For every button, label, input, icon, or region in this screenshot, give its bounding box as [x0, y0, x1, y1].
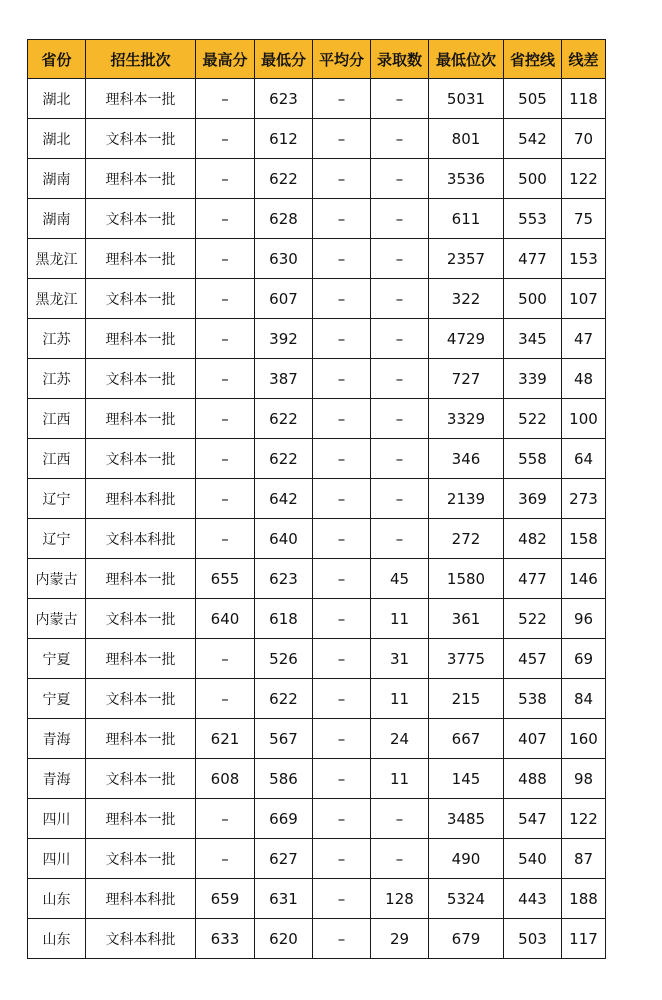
header-batch: 招生批次: [86, 40, 196, 79]
cell-line-diff: 69: [562, 639, 606, 679]
cell-avg-score: –: [313, 359, 371, 399]
cell-admitted-count: 11: [371, 599, 429, 639]
cell-batch: 文科本一批: [86, 439, 196, 479]
cell-control-line: 558: [504, 439, 562, 479]
cell-admitted-count: 31: [371, 639, 429, 679]
cell-province: 黑龙江: [28, 279, 86, 319]
cell-min-rank: 801: [429, 119, 504, 159]
table-body: [28, 79, 606, 959]
cell-min-rank: 5324: [429, 879, 504, 919]
cell-min-rank: 1580: [429, 559, 504, 599]
header-min-score: 最低分: [255, 40, 313, 79]
cell-min-rank: 272: [429, 519, 504, 559]
table-row: [28, 159, 606, 199]
cell-line-diff: 146: [562, 559, 606, 599]
cell-avg-score: –: [313, 319, 371, 359]
cell-avg-score: –: [313, 919, 371, 959]
cell-batch: 理科本一批: [86, 319, 196, 359]
cell-admitted-count: –: [371, 359, 429, 399]
cell-control-line: 407: [504, 719, 562, 759]
cell-admitted-count: –: [371, 839, 429, 879]
cell-min-score: 642: [255, 479, 313, 519]
header-control-line: 省控线: [504, 40, 562, 79]
table-row: [28, 359, 606, 399]
cell-max-score: –: [196, 679, 255, 719]
cell-batch: 理科本一批: [86, 159, 196, 199]
table-row: [28, 519, 606, 559]
cell-line-diff: 107: [562, 279, 606, 319]
cell-admitted-count: 11: [371, 679, 429, 719]
cell-control-line: 457: [504, 639, 562, 679]
cell-min-rank: 727: [429, 359, 504, 399]
cell-min-rank: 3485: [429, 799, 504, 839]
cell-batch: 文科本一批: [86, 679, 196, 719]
cell-batch: 理科本一批: [86, 559, 196, 599]
cell-min-rank: 322: [429, 279, 504, 319]
table-row: [28, 119, 606, 159]
cell-control-line: 500: [504, 159, 562, 199]
cell-province: 江西: [28, 439, 86, 479]
cell-batch: 理科本科批: [86, 879, 196, 919]
cell-province: 江西: [28, 399, 86, 439]
cell-avg-score: –: [313, 799, 371, 839]
cell-batch: 理科本一批: [86, 639, 196, 679]
cell-avg-score: –: [313, 279, 371, 319]
cell-min-score: 628: [255, 199, 313, 239]
cell-control-line: 542: [504, 119, 562, 159]
cell-line-diff: 158: [562, 519, 606, 559]
cell-min-score: 640: [255, 519, 313, 559]
cell-line-diff: 122: [562, 159, 606, 199]
cell-max-score: –: [196, 399, 255, 439]
cell-avg-score: –: [313, 839, 371, 879]
cell-batch: 文科本一批: [86, 759, 196, 799]
cell-batch: 文科本一批: [86, 279, 196, 319]
cell-min-score: 567: [255, 719, 313, 759]
cell-control-line: 540: [504, 839, 562, 879]
cell-batch: 理科本一批: [86, 799, 196, 839]
cell-province: 山东: [28, 879, 86, 919]
cell-admitted-count: –: [371, 799, 429, 839]
cell-min-rank: 3775: [429, 639, 504, 679]
cell-control-line: 503: [504, 919, 562, 959]
cell-batch: 文科本一批: [86, 199, 196, 239]
table-row: [28, 559, 606, 599]
table-row: [28, 759, 606, 799]
cell-avg-score: –: [313, 559, 371, 599]
table-row: [28, 839, 606, 879]
cell-batch: 文科本一批: [86, 359, 196, 399]
cell-line-diff: 117: [562, 919, 606, 959]
cell-admitted-count: 45: [371, 559, 429, 599]
cell-min-score: 612: [255, 119, 313, 159]
cell-province: 湖北: [28, 119, 86, 159]
cell-admitted-count: 29: [371, 919, 429, 959]
cell-admitted-count: 24: [371, 719, 429, 759]
cell-control-line: 443: [504, 879, 562, 919]
cell-province: 内蒙古: [28, 559, 86, 599]
table-row: [28, 919, 606, 959]
cell-min-rank: 679: [429, 919, 504, 959]
cell-max-score: 659: [196, 879, 255, 919]
cell-line-diff: 47: [562, 319, 606, 359]
cell-line-diff: 75: [562, 199, 606, 239]
cell-max-score: –: [196, 799, 255, 839]
cell-province: 四川: [28, 839, 86, 879]
cell-admitted-count: 128: [371, 879, 429, 919]
cell-line-diff: 96: [562, 599, 606, 639]
cell-province: 辽宁: [28, 519, 86, 559]
cell-line-diff: 122: [562, 799, 606, 839]
cell-avg-score: –: [313, 199, 371, 239]
cell-avg-score: –: [313, 639, 371, 679]
cell-province: 四川: [28, 799, 86, 839]
cell-min-score: 627: [255, 839, 313, 879]
header-min-rank: 最低位次: [429, 40, 504, 79]
table-row: [28, 239, 606, 279]
cell-max-score: –: [196, 279, 255, 319]
cell-line-diff: 188: [562, 879, 606, 919]
cell-min-score: 622: [255, 679, 313, 719]
cell-min-score: 623: [255, 79, 313, 119]
cell-avg-score: –: [313, 679, 371, 719]
cell-min-rank: 5031: [429, 79, 504, 119]
cell-batch: 文科本一批: [86, 839, 196, 879]
cell-avg-score: –: [313, 519, 371, 559]
table-row: [28, 399, 606, 439]
cell-min-score: 620: [255, 919, 313, 959]
cell-line-diff: 87: [562, 839, 606, 879]
table-row: [28, 679, 606, 719]
cell-min-score: 622: [255, 159, 313, 199]
cell-control-line: 522: [504, 399, 562, 439]
cell-line-diff: 153: [562, 239, 606, 279]
table-row: [28, 439, 606, 479]
cell-max-score: –: [196, 119, 255, 159]
cell-min-rank: 2357: [429, 239, 504, 279]
header-max-score: 最高分: [196, 40, 255, 79]
cell-max-score: –: [196, 199, 255, 239]
cell-line-diff: 118: [562, 79, 606, 119]
cell-province: 青海: [28, 759, 86, 799]
cell-line-diff: 84: [562, 679, 606, 719]
cell-province: 宁夏: [28, 679, 86, 719]
cell-admitted-count: 11: [371, 759, 429, 799]
cell-max-score: 608: [196, 759, 255, 799]
cell-control-line: 488: [504, 759, 562, 799]
cell-avg-score: –: [313, 719, 371, 759]
header-line-diff: 线差: [562, 40, 606, 79]
table-row: [28, 639, 606, 679]
cell-control-line: 369: [504, 479, 562, 519]
cell-control-line: 522: [504, 599, 562, 639]
cell-min-rank: 2139: [429, 479, 504, 519]
cell-min-rank: 215: [429, 679, 504, 719]
cell-line-diff: 273: [562, 479, 606, 519]
cell-control-line: 547: [504, 799, 562, 839]
cell-admitted-count: –: [371, 159, 429, 199]
cell-control-line: 553: [504, 199, 562, 239]
cell-admitted-count: –: [371, 479, 429, 519]
cell-admitted-count: –: [371, 119, 429, 159]
table-row: [28, 319, 606, 359]
cell-max-score: –: [196, 439, 255, 479]
cell-province: 宁夏: [28, 639, 86, 679]
cell-min-score: 622: [255, 439, 313, 479]
cell-batch: 文科本科批: [86, 519, 196, 559]
cell-province: 青海: [28, 719, 86, 759]
cell-min-score: 622: [255, 399, 313, 439]
cell-batch: 文科本一批: [86, 599, 196, 639]
cell-avg-score: –: [313, 159, 371, 199]
cell-min-rank: 346: [429, 439, 504, 479]
cell-batch: 理科本一批: [86, 79, 196, 119]
table-row: [28, 79, 606, 119]
cell-avg-score: –: [313, 479, 371, 519]
cell-batch: 理科本一批: [86, 399, 196, 439]
cell-min-score: 669: [255, 799, 313, 839]
cell-control-line: 505: [504, 79, 562, 119]
cell-avg-score: –: [313, 399, 371, 439]
cell-min-rank: 361: [429, 599, 504, 639]
cell-control-line: 500: [504, 279, 562, 319]
cell-min-score: 586: [255, 759, 313, 799]
cell-province: 山东: [28, 919, 86, 959]
cell-max-score: –: [196, 519, 255, 559]
cell-avg-score: –: [313, 439, 371, 479]
cell-line-diff: 160: [562, 719, 606, 759]
cell-min-rank: 145: [429, 759, 504, 799]
cell-max-score: 633: [196, 919, 255, 959]
cell-batch: 理科本一批: [86, 719, 196, 759]
cell-min-score: 631: [255, 879, 313, 919]
cell-min-score: 623: [255, 559, 313, 599]
cell-max-score: –: [196, 839, 255, 879]
cell-province: 湖南: [28, 199, 86, 239]
cell-batch: 理科本科批: [86, 479, 196, 519]
cell-province: 江苏: [28, 359, 86, 399]
cell-province: 辽宁: [28, 479, 86, 519]
cell-avg-score: –: [313, 599, 371, 639]
cell-min-score: 392: [255, 319, 313, 359]
cell-min-rank: 490: [429, 839, 504, 879]
cell-admitted-count: –: [371, 79, 429, 119]
cell-avg-score: –: [313, 759, 371, 799]
cell-batch: 文科本科批: [86, 919, 196, 959]
cell-max-score: –: [196, 319, 255, 359]
cell-max-score: –: [196, 479, 255, 519]
cell-min-rank: 3329: [429, 399, 504, 439]
table-row: [28, 599, 606, 639]
cell-max-score: 621: [196, 719, 255, 759]
cell-batch: 理科本一批: [86, 239, 196, 279]
table-row: [28, 799, 606, 839]
cell-admitted-count: –: [371, 439, 429, 479]
cell-province: 黑龙江: [28, 239, 86, 279]
cell-control-line: 477: [504, 239, 562, 279]
cell-control-line: 477: [504, 559, 562, 599]
cell-control-line: 538: [504, 679, 562, 719]
cell-min-rank: 3536: [429, 159, 504, 199]
cell-admitted-count: –: [371, 239, 429, 279]
cell-avg-score: –: [313, 239, 371, 279]
cell-line-diff: 48: [562, 359, 606, 399]
cell-admitted-count: –: [371, 279, 429, 319]
cell-avg-score: –: [313, 119, 371, 159]
header-avg-score: 平均分: [313, 40, 371, 79]
cell-min-score: 630: [255, 239, 313, 279]
table-row: [28, 199, 606, 239]
cell-line-diff: 100: [562, 399, 606, 439]
header-province: 省份: [28, 40, 86, 79]
cell-max-score: –: [196, 359, 255, 399]
cell-avg-score: –: [313, 879, 371, 919]
cell-admitted-count: –: [371, 519, 429, 559]
cell-avg-score: –: [313, 79, 371, 119]
cell-admitted-count: –: [371, 319, 429, 359]
table-row: [28, 719, 606, 759]
admission-scores-table: [27, 39, 606, 959]
cell-min-score: 607: [255, 279, 313, 319]
cell-province: 江苏: [28, 319, 86, 359]
cell-min-rank: 667: [429, 719, 504, 759]
header-admitted-count: 录取数: [371, 40, 429, 79]
cell-max-score: –: [196, 639, 255, 679]
cell-min-score: 618: [255, 599, 313, 639]
cell-max-score: –: [196, 79, 255, 119]
cell-min-score: 526: [255, 639, 313, 679]
cell-max-score: –: [196, 159, 255, 199]
header-row: [28, 40, 606, 79]
cell-min-rank: 4729: [429, 319, 504, 359]
cell-province: 内蒙古: [28, 599, 86, 639]
cell-line-diff: 70: [562, 119, 606, 159]
cell-line-diff: 98: [562, 759, 606, 799]
cell-admitted-count: –: [371, 399, 429, 439]
cell-province: 湖南: [28, 159, 86, 199]
cell-max-score: 655: [196, 559, 255, 599]
cell-province: 湖北: [28, 79, 86, 119]
table-row: [28, 279, 606, 319]
cell-max-score: 640: [196, 599, 255, 639]
cell-control-line: 482: [504, 519, 562, 559]
cell-batch: 文科本一批: [86, 119, 196, 159]
table-row: [28, 479, 606, 519]
cell-line-diff: 64: [562, 439, 606, 479]
cell-max-score: –: [196, 239, 255, 279]
cell-control-line: 339: [504, 359, 562, 399]
cell-min-rank: 611: [429, 199, 504, 239]
cell-admitted-count: –: [371, 199, 429, 239]
cell-min-score: 387: [255, 359, 313, 399]
cell-control-line: 345: [504, 319, 562, 359]
table-row: [28, 879, 606, 919]
